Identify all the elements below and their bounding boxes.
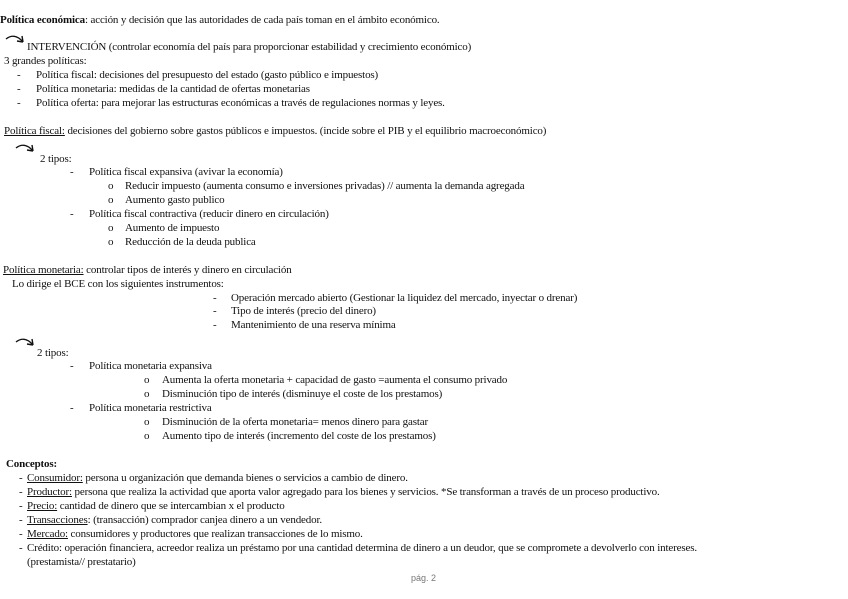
concepto-desc: Crédito: operación financiera, acreedor realiza un préstamo por una cantidad determina de dinero a un deudor, que se compromete a devolverlo con intereses. bbox=[27, 542, 697, 554]
sub-item: Disminución tipo de interés (disminuye el coste de los prestamos) bbox=[162, 388, 443, 400]
sub-item: Aumento de impuesto bbox=[125, 222, 220, 234]
list-bullet: - bbox=[19, 514, 23, 526]
concepto-item bbox=[27, 514, 322, 527]
intro-rest: : acción y decisión que las autoridades de cada país toman en el ámbito económico. bbox=[84, 14, 440, 26]
concepto-desc: consumidores y productores que realizan transacciones de lo mismo. bbox=[67, 528, 363, 540]
monetaria-rest: controlar tipos de interés y dinero en circulación bbox=[83, 264, 292, 276]
instrumento-item: Mantenimiento de una reserva mínima bbox=[231, 319, 396, 331]
list-bullet: - bbox=[17, 69, 21, 81]
page-number: pág. 2 bbox=[411, 573, 437, 583]
list-bullet: - bbox=[70, 208, 74, 220]
concepto-item bbox=[27, 486, 660, 499]
sub-item: Aumento tipo de interés (incremento del coste de los prestamos) bbox=[162, 430, 436, 442]
sub-bullet: o bbox=[108, 180, 114, 192]
fiscal-contractiva: Política fiscal contractiva (reducir dinero en circulación) bbox=[89, 208, 329, 220]
list-bullet: - bbox=[70, 166, 74, 178]
sub-bullet: o bbox=[144, 416, 150, 428]
list-bullet: - bbox=[213, 292, 217, 304]
instrumento-item: Tipo de interés (precio del dinero) bbox=[231, 305, 376, 317]
monetaria-restrictiva: Política monetaria restrictiva bbox=[89, 402, 212, 414]
sub-bullet: o bbox=[108, 222, 114, 234]
list-bullet: - bbox=[70, 360, 74, 372]
fiscal-tipos: 2 tipos: bbox=[40, 153, 72, 165]
concepto-item bbox=[27, 472, 408, 485]
grandes-politicas-heading: 3 grandes políticas: bbox=[4, 55, 87, 67]
sub-item: Disminución de la oferta monetaria= menos dinero para gastar bbox=[162, 416, 428, 428]
concepto-term: Precio: bbox=[27, 500, 58, 512]
list-bullet: - bbox=[19, 528, 23, 540]
sub-item: Reducción de la deuda publica bbox=[125, 236, 256, 248]
concepto-term: Consumidor: bbox=[27, 472, 83, 484]
concepto-item bbox=[27, 528, 363, 541]
intervencion-line: INTERVENCIÓN (controlar economía del país para proporcionar estabilidad y crecimiento económico) bbox=[27, 41, 472, 53]
fiscal-term: Política fiscal: bbox=[4, 125, 65, 137]
sub-item: Aumento gasto publico bbox=[125, 194, 225, 206]
monetaria-line bbox=[3, 264, 292, 277]
list-bullet: - bbox=[213, 305, 217, 317]
intro-term: Política económica bbox=[0, 14, 85, 26]
list-item: Política oferta: para mejorar las estructuras económicas a través de regulaciones normas y leyes. bbox=[36, 97, 445, 109]
conceptos-heading: Conceptos: bbox=[6, 458, 58, 470]
sub-bullet: o bbox=[144, 430, 150, 442]
concepto-term: Productor: bbox=[27, 486, 72, 498]
intro-line bbox=[0, 14, 440, 27]
concepto-desc: : (transacción) comprador canjea dinero a un vendedor. bbox=[87, 514, 322, 526]
bce-line: Lo dirige el BCE con los siguientes instrumentos: bbox=[12, 278, 224, 290]
list-bullet: - bbox=[19, 486, 23, 498]
concepto-item bbox=[27, 500, 285, 513]
instrumento-item: Operación mercado abierto (Gestionar la liquidez del mercado, inyectar o drenar) bbox=[231, 292, 578, 304]
list-bullet: - bbox=[70, 402, 74, 414]
curved-arrow-icon bbox=[14, 143, 36, 157]
concepto-continuation: (prestamista// prestatario) bbox=[27, 556, 136, 568]
list-bullet: - bbox=[19, 472, 23, 484]
curved-arrow-icon bbox=[14, 337, 36, 351]
list-bullet: - bbox=[19, 542, 23, 554]
curved-arrow-icon bbox=[4, 34, 26, 48]
monetaria-expansiva: Política monetaria expansiva bbox=[89, 360, 212, 372]
concepto-term: Transacciones bbox=[27, 514, 88, 526]
list-bullet: - bbox=[17, 97, 21, 109]
concepto-term: Mercado: bbox=[27, 528, 68, 540]
concepto-desc: cantidad de dinero que se intercambian x el producto bbox=[57, 500, 285, 512]
fiscal-rest: decisiones del gobierno sobre gastos públicos e impuestos. (incide sobre el PIB y el equilibrio macroeconómico) bbox=[64, 125, 547, 137]
list-bullet: - bbox=[213, 319, 217, 331]
list-bullet: - bbox=[17, 83, 21, 95]
sub-bullet: o bbox=[108, 194, 114, 206]
list-item: Política monetaria: medidas de la cantidad de ofertas monetarias bbox=[36, 83, 310, 95]
list-item: Política fiscal: decisiones del presupuesto del estado (gasto público e impuestos) bbox=[36, 69, 379, 81]
sub-bullet: o bbox=[108, 236, 114, 248]
monetaria-tipos: 2 tipos: bbox=[37, 347, 69, 359]
concepto-item bbox=[27, 542, 697, 555]
sub-item: Aumenta la oferta monetaria + capacidad de gasto =aumenta el consumo privado bbox=[162, 374, 508, 386]
sub-bullet: o bbox=[144, 388, 150, 400]
concepto-desc: persona que realiza la actividad que aporta valor agregado para los bienes y servicios. *Se transforman a través de un proceso productivo. bbox=[71, 486, 660, 498]
concepto-desc: persona u organización que demanda bienes o servicios a cambio de dinero. bbox=[82, 472, 408, 484]
list-bullet: - bbox=[19, 500, 23, 512]
fiscal-line bbox=[4, 125, 546, 138]
monetaria-term: Política monetaria: bbox=[3, 264, 84, 276]
sub-item: Reducir impuesto (aumenta consumo e inversiones privadas) // aumenta la demanda agregada bbox=[125, 180, 525, 192]
fiscal-expansiva: Política fiscal expansiva (avivar la economía) bbox=[89, 166, 283, 178]
sub-bullet: o bbox=[144, 374, 150, 386]
